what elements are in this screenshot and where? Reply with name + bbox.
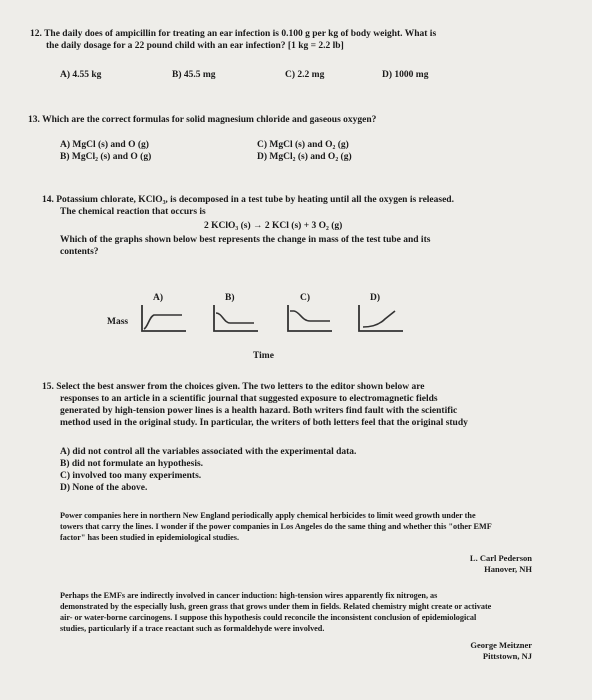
- graph-d: [357, 305, 407, 335]
- graph-x-label: Time: [253, 351, 274, 361]
- q14-line2: The chemical reaction that occurs is: [60, 207, 206, 217]
- letter2-line2: demonstrated by the especially lush, green grass that grows under them in fields. Related chemistry might create or activate: [60, 602, 492, 611]
- graph-c-curve: [290, 311, 330, 321]
- graph-a-curve: [144, 315, 182, 329]
- q15-choice-a: A) did not control all the variables associated with the experimental data.: [60, 447, 357, 457]
- q13-choice-b: B) MgCl₂ (s) and O (g): [60, 152, 152, 162]
- q12-choice-c: C) 2.2 mg: [285, 70, 325, 80]
- q14-line3: Which of the graphs shown below best represents the change in mass of the test tube and its: [60, 235, 431, 245]
- letter1-author: L. Carl Pederson: [469, 553, 532, 563]
- q15-line3: generated by high-tension power lines is a health hazard. Both writers find fault with the scientific: [60, 406, 458, 416]
- q15-choice-c: C) involved too many experiments.: [60, 471, 202, 481]
- q13-choice-d: D) MgCl₂ (s) and O₂ (g): [257, 152, 352, 162]
- graph-label-d: D): [370, 293, 381, 303]
- letter1-place: Hanover, NH: [484, 564, 532, 574]
- letter2-author: George Meitzner: [470, 640, 532, 650]
- q15-line4: method used in the original study. In particular, the writers of both letters feel that the original study: [60, 418, 468, 428]
- graph-a: [140, 305, 190, 335]
- letter1-line3: factor" has been studied in epidemiological studies.: [60, 533, 239, 542]
- letter2-line4: studies, particularly if a trace reactant such as formaldehyde were involved.: [60, 624, 325, 633]
- graph-d-curve: [363, 311, 395, 327]
- graph-c: [286, 305, 336, 335]
- q15-choice-b: B) did not formulate an hypothesis.: [60, 459, 204, 469]
- q13-choice-c: C) MgCl (s) and O₂ (g): [257, 140, 349, 150]
- q15-line1: 15. Select the best answer from the choices given. The two letters to the editor shown below are: [42, 382, 425, 392]
- letter2-line3: air- or water-borne carcinogens. I suppose this hypothesis could reconcile the inconsistent conclusion of epidemiological: [60, 613, 477, 622]
- q14-line1: 14. Potassium chlorate, KClO₃, is decomposed in a test tube by heating until all the oxygen is released.: [42, 195, 454, 205]
- letter1-line2: towers that carry the lines. I wonder if the power companies in Los Angeles do the same thing and whether this "other EMF: [60, 522, 492, 531]
- q12-choice-b: B) 45.5 mg: [172, 70, 216, 80]
- graph-label-c: C): [300, 293, 311, 303]
- graph-b-curve: [216, 313, 254, 323]
- letter2-line1: Perhaps the EMFs are indirectly involved in cancer induction: high-tension wires apparently fix nitrogen, as: [60, 591, 438, 600]
- q12-choice-d: D) 1000 mg: [382, 70, 429, 80]
- q14-line4: contents?: [60, 247, 99, 257]
- q13-choice-a: A) MgCl (s) and O (g): [60, 140, 149, 150]
- q14-equation: 2 KClO₃ (s) → 2 KCl (s) + 3 O₂ (g): [204, 221, 343, 231]
- q12-choice-a: A) 4.55 kg: [60, 70, 102, 80]
- q13-line1: 13. Which are the correct formulas for solid magnesium chloride and gaseous oxygen?: [28, 115, 377, 125]
- q15-line2: responses to an article in a scientific journal that suggested exposure to electromagnetic fields: [60, 394, 438, 404]
- q15-choice-d: D) None of the above.: [60, 483, 148, 493]
- q12-line2: the daily dosage for a 22 pound child with an ear infection? [1 kg = 2.2 lb]: [46, 41, 344, 51]
- letter2-place: Pittstown, NJ: [482, 651, 532, 661]
- graph-b: [212, 305, 262, 335]
- graph-y-label: Mass: [107, 317, 129, 327]
- graph-label-a: A): [153, 293, 164, 303]
- letter1-line1: Power companies here in northern New England periodically apply chemical herbicides to limit weed growth under the: [60, 511, 476, 520]
- q12-line1: 12. The daily does of ampicillin for treating an ear infection is 0.100 g per kg of body weight. What is: [30, 29, 437, 39]
- graph-label-b: B): [225, 293, 235, 303]
